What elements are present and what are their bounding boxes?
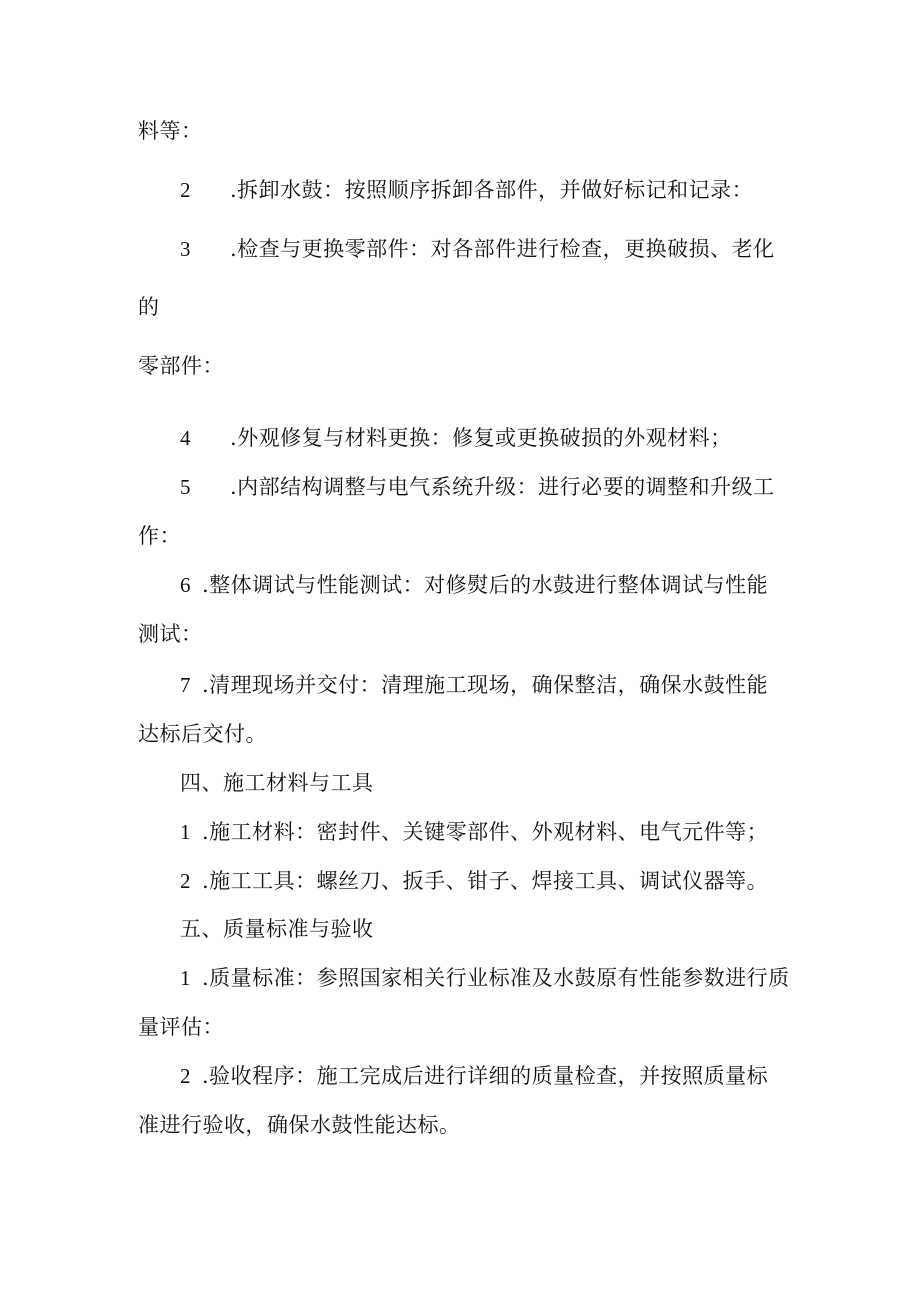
- line-text: 的: [138, 295, 160, 319]
- list-item: [180, 672, 768, 698]
- list-item: [180, 572, 768, 598]
- list-item: [180, 236, 775, 262]
- list-number: 4: [180, 426, 191, 450]
- list-item-text: .内部结构调整与电气系统升级：进行必要的调整和升级工: [230, 475, 775, 499]
- line-text: 料等：: [138, 119, 203, 143]
- list-number: 2: [180, 1064, 191, 1088]
- section-heading-text: 五、质量标准与验收: [180, 917, 374, 941]
- list-item: [180, 819, 768, 845]
- list-item-text: .拆卸水鼓：按照顺序拆卸各部件，并做好标记和记录：: [230, 178, 754, 202]
- line-text: 准进行验收，确保水鼓性能达标。: [138, 1113, 461, 1137]
- list-item-text: .验收程序：施工完成后进行详细的质量检查，并按照质量标: [202, 1064, 769, 1088]
- list-item: [180, 474, 775, 500]
- section-heading: [180, 916, 374, 942]
- line-text: 达标后交付。: [138, 722, 267, 746]
- list-item-text: .检查与更换零部件：对各部件进行检查，更换破损、老化: [230, 237, 775, 261]
- list-item-text: .施工工具：螺丝刀、扳手、钳子、焊接工具、调试仪器等。: [202, 869, 769, 893]
- list-item-text: .施工材料：密封件、关键零部件、外观材料、电气元件等；: [202, 820, 769, 844]
- line-text: 测试：: [138, 622, 203, 646]
- text-line: [138, 118, 203, 144]
- list-number: 2: [180, 178, 191, 202]
- line-text: 作：: [138, 524, 181, 548]
- list-number: 1: [180, 966, 191, 990]
- list-number: 2: [180, 869, 191, 893]
- list-number: 5: [180, 475, 191, 499]
- list-item: [180, 425, 732, 451]
- text-line: [138, 353, 224, 379]
- list-number: 6: [180, 573, 191, 597]
- list-item-text: .清理现场并交付：清理施工现场，确保整洁，确保水鼓性能: [202, 673, 769, 697]
- list-number: 1: [180, 820, 191, 844]
- list-item: [180, 177, 753, 203]
- line-text: 零部件：: [138, 354, 224, 378]
- text-line: [138, 294, 160, 320]
- text-line: [138, 523, 181, 549]
- list-number: 3: [180, 237, 191, 261]
- section-heading: [180, 770, 374, 796]
- list-item: [180, 965, 790, 991]
- list-number: 7: [180, 673, 191, 697]
- list-item: [180, 868, 768, 894]
- list-item-text: .质量标准：参照国家相关行业标准及水鼓原有性能参数进行质: [202, 966, 790, 990]
- section-heading-text: 四、施工材料与工具: [180, 771, 374, 795]
- list-item-text: .整体调试与性能测试：对修熨后的水鼓进行整体调试与性能: [202, 573, 769, 597]
- list-item-text: .外观修复与材料更换：修复或更换破损的外观材料；: [230, 426, 732, 450]
- text-line: [138, 1112, 461, 1138]
- list-item: [180, 1063, 768, 1089]
- text-line: [138, 1014, 224, 1040]
- text-line: [138, 721, 267, 747]
- text-line: [138, 621, 203, 647]
- line-text: 量评估：: [138, 1015, 224, 1039]
